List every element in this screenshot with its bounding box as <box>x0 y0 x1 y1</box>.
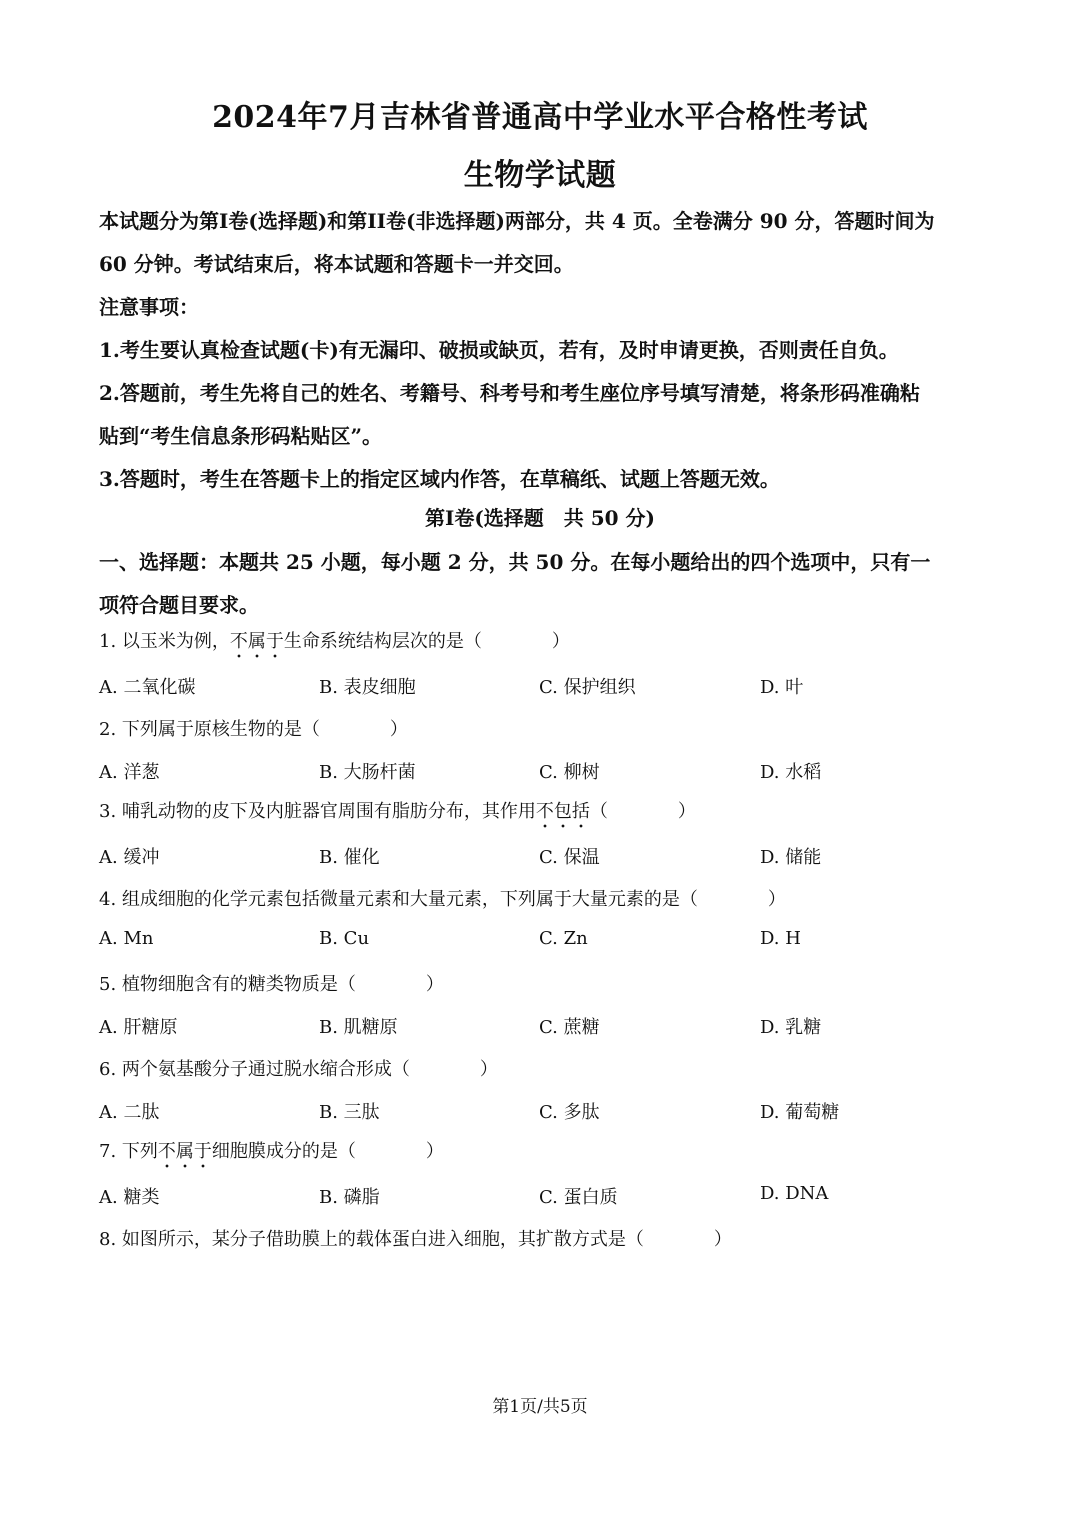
question-1-option-a: A. 二氧化碳 <box>99 677 196 698</box>
question-1-text-pre: 1. 以玉米为例， <box>99 631 230 652</box>
notice-rule-1: 1.考生要认真检查试题(卡)有无漏印、破损或缺页，若有，及时申请更换，否则责任自负。 <box>99 338 899 362</box>
notice-rule-2-line-1: 2.答题前，考生先将自己的姓名、考籍号、科考号和考生座位序号填写清楚，将条形码准确粘 <box>99 381 920 405</box>
question-2-option-b: B. 大肠杆菌 <box>319 762 416 783</box>
question-6-close: ） <box>479 1059 498 1080</box>
intro-line-1: 本试题分为第I卷(选择题)和第II卷(非选择题)两部分，共 4 页。全卷满分 90 分，答题时间为 <box>99 209 935 233</box>
question-4-option-d: D. H <box>760 928 801 949</box>
question-2-text-pre: 2. 下列属于原核生物的是（ <box>99 719 320 740</box>
question-5-option-c: C. 蔗糖 <box>539 1017 600 1038</box>
question-8 <box>99 1225 732 1251</box>
question-7-text-post: 细胞膜成分的是（ <box>211 1141 356 1162</box>
question-3-text-post: （ <box>589 801 608 822</box>
question-3-option-c: C. 保温 <box>539 847 600 868</box>
question-1-emphasis: 不属于 <box>230 631 284 659</box>
question-5-option-b: B. 肌糖原 <box>319 1017 398 1038</box>
question-5-text-pre: 5. 植物细胞含有的糖类物质是（ <box>99 974 356 995</box>
question-4-text-pre: 4. 组成细胞的化学元素包括微量元素和大量元素，下列属于大量元素的是（ <box>99 889 698 910</box>
question-6-option-b: B. 三肽 <box>319 1102 380 1123</box>
question-6-option-a: A. 二肽 <box>99 1102 160 1123</box>
question-4 <box>99 885 786 911</box>
question-7-option-c: C. 蛋白质 <box>539 1187 618 1208</box>
question-3-close: ） <box>677 801 696 822</box>
question-2-close: ） <box>389 719 408 740</box>
notice-rule-3: 3.答题时，考生在答题卡上的指定区域内作答，在草稿纸、试题上答题无效。 <box>99 467 780 491</box>
question-1-text-post: 生命系统结构层次的是（ <box>283 631 482 652</box>
question-3-text-pre: 3. 哺乳动物的皮下及内脏器官周围有脂肪分布，其作用 <box>99 801 536 822</box>
question-4-close: ） <box>767 889 786 910</box>
question-4-option-c: C. Zn <box>539 928 588 949</box>
question-7-emphasis: 不属于 <box>158 1141 212 1169</box>
question-6-option-d: D. 葡萄糖 <box>760 1102 840 1123</box>
question-7-close: ） <box>425 1141 444 1162</box>
question-5-option-a: A. 肝糖原 <box>99 1017 178 1038</box>
question-2 <box>99 715 408 741</box>
question-7-option-d: D. DNA <box>760 1183 829 1204</box>
question-6-text-pre: 6. 两个氨基酸分子通过脱水缩合形成（ <box>99 1059 410 1080</box>
question-6 <box>99 1055 498 1081</box>
question-2-option-c: C. 柳树 <box>539 762 600 783</box>
intro-line-2: 60 分钟。考试结束后，将本试题和答题卡一并交回。 <box>99 252 574 276</box>
section-title: 第I卷(选择题 共 50 分) <box>424 506 656 530</box>
question-3-emphasis: 不包括 <box>536 801 590 829</box>
question-2-option-a: A. 洋葱 <box>99 762 160 783</box>
question-5 <box>99 970 444 996</box>
question-3-option-d: D. 储能 <box>760 847 822 868</box>
notice-label: 注意事项： <box>99 295 199 319</box>
question-3-option-a: A. 缓冲 <box>99 847 160 868</box>
question-2-option-d: D. 水稻 <box>760 762 822 783</box>
question-3 <box>99 797 696 823</box>
exam-subtitle: 生物学试题 <box>463 158 617 193</box>
question-7 <box>99 1137 444 1163</box>
question-1-close: ） <box>551 631 570 652</box>
notice-rule-2-line-2: 贴到“考生信息条形码粘贴区”。 <box>99 424 383 448</box>
exam-title: 2024年7月吉林省普通高中学业水平合格性考试 <box>212 100 868 135</box>
page-number: 第1页/共5页 <box>492 1397 588 1417</box>
question-6-option-c: C. 多肽 <box>539 1102 600 1123</box>
question-3-option-b: B. 催化 <box>319 847 380 868</box>
question-4-option-a: A. Mn <box>99 928 154 949</box>
question-1 <box>99 627 570 653</box>
question-1-option-d: D. 叶 <box>760 677 804 698</box>
question-4-option-b: B. Cu <box>319 928 370 949</box>
section-instruction-line-2: 项符合题目要求。 <box>99 593 259 617</box>
question-1-option-b: B. 表皮细胞 <box>319 677 416 698</box>
question-8-close: ） <box>713 1229 732 1250</box>
question-5-close: ） <box>425 974 444 995</box>
question-8-text-pre: 8. 如图所示，某分子借助膜上的载体蛋白进入细胞，其扩散方式是（ <box>99 1229 644 1250</box>
question-7-option-b: B. 磷脂 <box>319 1187 380 1208</box>
question-5-option-d: D. 乳糖 <box>760 1017 822 1038</box>
question-1-option-c: C. 保护组织 <box>539 677 636 698</box>
question-7-text-pre: 7. 下列 <box>99 1141 158 1162</box>
question-7-option-a: A. 糖类 <box>99 1187 160 1208</box>
section-instruction-line-1: 一、选择题：本题共 25 小题，每小题 2 分，共 50 分。在每小题给出的四个选项中，只有一 <box>99 550 931 574</box>
